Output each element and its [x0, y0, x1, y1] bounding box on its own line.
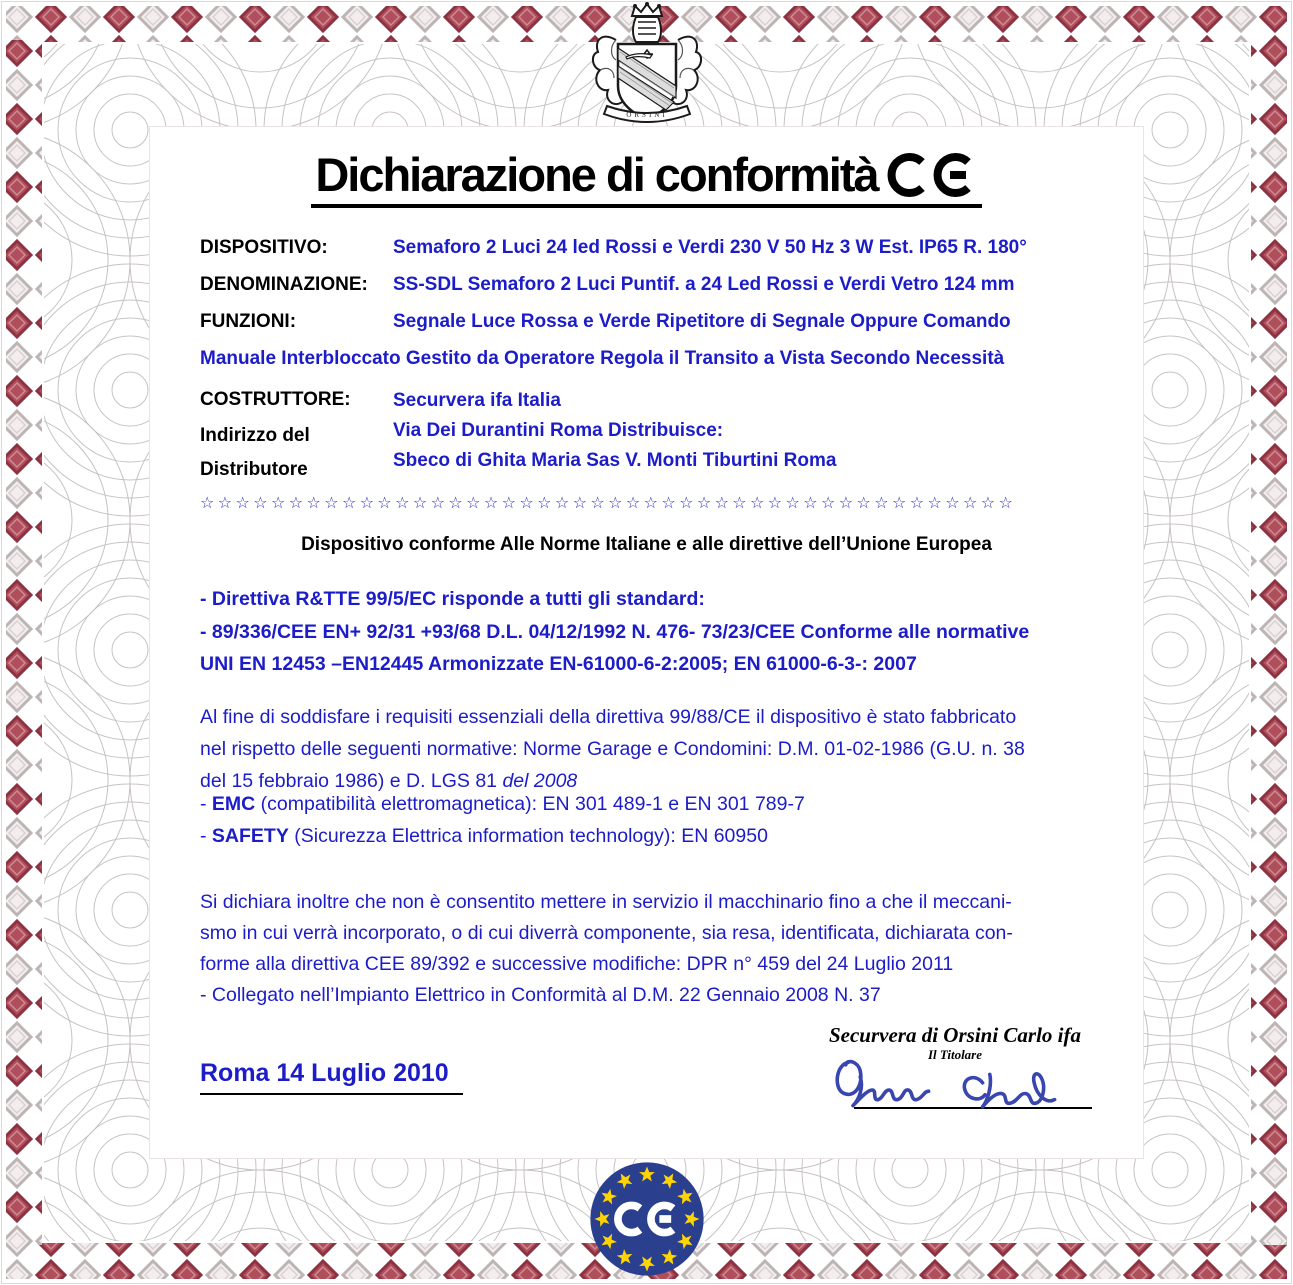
field-funzioni-continued: Manuale Interbloccato Gestito da Operatore Regola il Transito a Vista Secondo Necessità — [200, 348, 1005, 369]
orsini-crest — [586, 2, 708, 130]
field-label: FUNZIONI: — [200, 311, 297, 332]
crest-crown-icon — [632, 2, 662, 16]
costruttore-value: Securvera ifa Italia — [393, 390, 561, 411]
field-dispositivo — [200, 237, 1105, 259]
machinery-line: smo in cui verrà incorporato, o di cui diverrà componente, sia resa, identificata, dichiarata con- — [200, 922, 1013, 944]
crest-helmet-icon — [633, 17, 661, 42]
field-label: DISPOSITIVO: — [200, 237, 328, 258]
eu-ce-emblem-icon — [588, 1160, 706, 1278]
fabrication-line: Al fine di soddisfare i requisiti essenziali della direttiva 99/88/CE il dispositivo è stato fabbricato — [200, 706, 1017, 728]
safety-label: SAFETY — [211, 824, 289, 847]
title-row — [150, 148, 1143, 208]
indirizzo-label: Indirizzo del — [200, 425, 310, 446]
machinery-line: - Collegato nell’Impianto Elettrico in Conformità al D.M. 22 Gennaio 2008 N. 37 — [200, 984, 881, 1006]
machinery-line: Si dichiara inoltre che non è consentito mettere in servizio il macchinario fino a che il meccani- — [200, 891, 1012, 913]
manufacturer-values — [393, 386, 836, 483]
crest-shield-icon — [618, 44, 676, 120]
distributore-value: Sbeco di Ghita Maria Sas V. Monti Tiburtini Roma — [393, 450, 837, 471]
machinery-line: forme alla direttiva CEE 89/392 e successive modifiche: DPR n° 459 del 24 Luglio 2011 — [200, 953, 954, 975]
star-divider: ☆☆☆☆☆☆☆☆☆☆☆☆☆☆☆☆☆☆☆☆☆☆☆☆☆☆☆☆☆☆☆☆☆☆☆☆☆☆☆☆☆☆☆☆☆☆ — [200, 493, 1017, 512]
directive-line: - Direttiva R&TTE 99/5/EC risponde a tutti gli standard: — [200, 588, 705, 610]
fabrication-paragraph — [200, 701, 1107, 797]
field-denominazione — [200, 274, 1105, 296]
italic-reference: del 2008 — [502, 770, 578, 792]
field-funzioni — [200, 311, 1105, 333]
emc-line: - EMC (compatibilità elettromagnetica): EN 301 489-1 e EN 301 789-7 — [200, 793, 805, 815]
field-label: DENOMINAZIONE: — [200, 274, 368, 295]
manufacturer-labels — [200, 386, 393, 483]
fabrication-line: del 15 febbraio 1986) e D. LGS 81 del 2008 — [200, 770, 578, 792]
directive-line: - 89/336/CEE EN+ 92/31 +93/68 D.L. 04/12/1992 N. 476- 73/23/CEE Conforme alle normative — [200, 620, 1030, 643]
signature-block — [810, 1023, 1100, 1109]
page-title: Dichiarazione di conformità — [315, 148, 878, 201]
signature-role: Il Titolare — [927, 1047, 983, 1062]
standards-lines — [200, 789, 1107, 852]
directive-line: UNI EN 12453 –EN12445 Armonizzate EN-61000-6-2:2005; EN 61000-6-3-: 2007 — [200, 653, 917, 675]
handwritten-signature-icon — [829, 1055, 1081, 1113]
machinery-clause — [200, 887, 1107, 1011]
field-value: SS-SDL Semaforo 2 Luci Puntif. a 24 Led Rossi e Verdi Vetro 124 mm — [393, 274, 1015, 295]
signature-underline — [854, 1107, 1092, 1109]
signature-company: Securvera di Orsini Carlo ifa — [828, 1023, 1082, 1047]
costruttore-label: COSTRUTTORE: — [200, 389, 351, 410]
certificate-body — [150, 127, 1143, 1158]
device-fields — [200, 237, 1105, 483]
ce-mark-icon — [886, 152, 978, 198]
crest-banner-text: ORSINI — [625, 111, 668, 119]
fabrication-line: nel rispetto delle seguenti normative: Norme Garage e Condomini: D.M. 01-02-1986 (G.U. n. 38 — [200, 738, 1025, 760]
field-value: Segnale Luce Rossa e Verde Ripetitore di Segnale Oppure Comando — [393, 311, 1011, 332]
safety-line: - SAFETY (Sicurezza Elettrica information technology): EN 60950 — [200, 824, 768, 847]
distributore-label: Distributore — [200, 459, 308, 480]
indirizzo-value: Via Dei Durantini Roma Distribuisce: — [393, 420, 724, 441]
place-and-date: Roma 14 Luglio 2010 — [200, 1059, 463, 1095]
directives-list — [200, 583, 1107, 681]
emc-label: EMC — [211, 793, 256, 815]
field-value: Semaforo 2 Luci 24 led Rossi e Verdi 230 V 50 Hz 3 W Est. IP65 R. 180° — [393, 237, 1027, 258]
manufacturer-block — [200, 386, 1105, 483]
conformity-heading: Dispositivo conforme Alle Norme Italiane e alle direttive dell’Unione Europea — [301, 534, 992, 555]
